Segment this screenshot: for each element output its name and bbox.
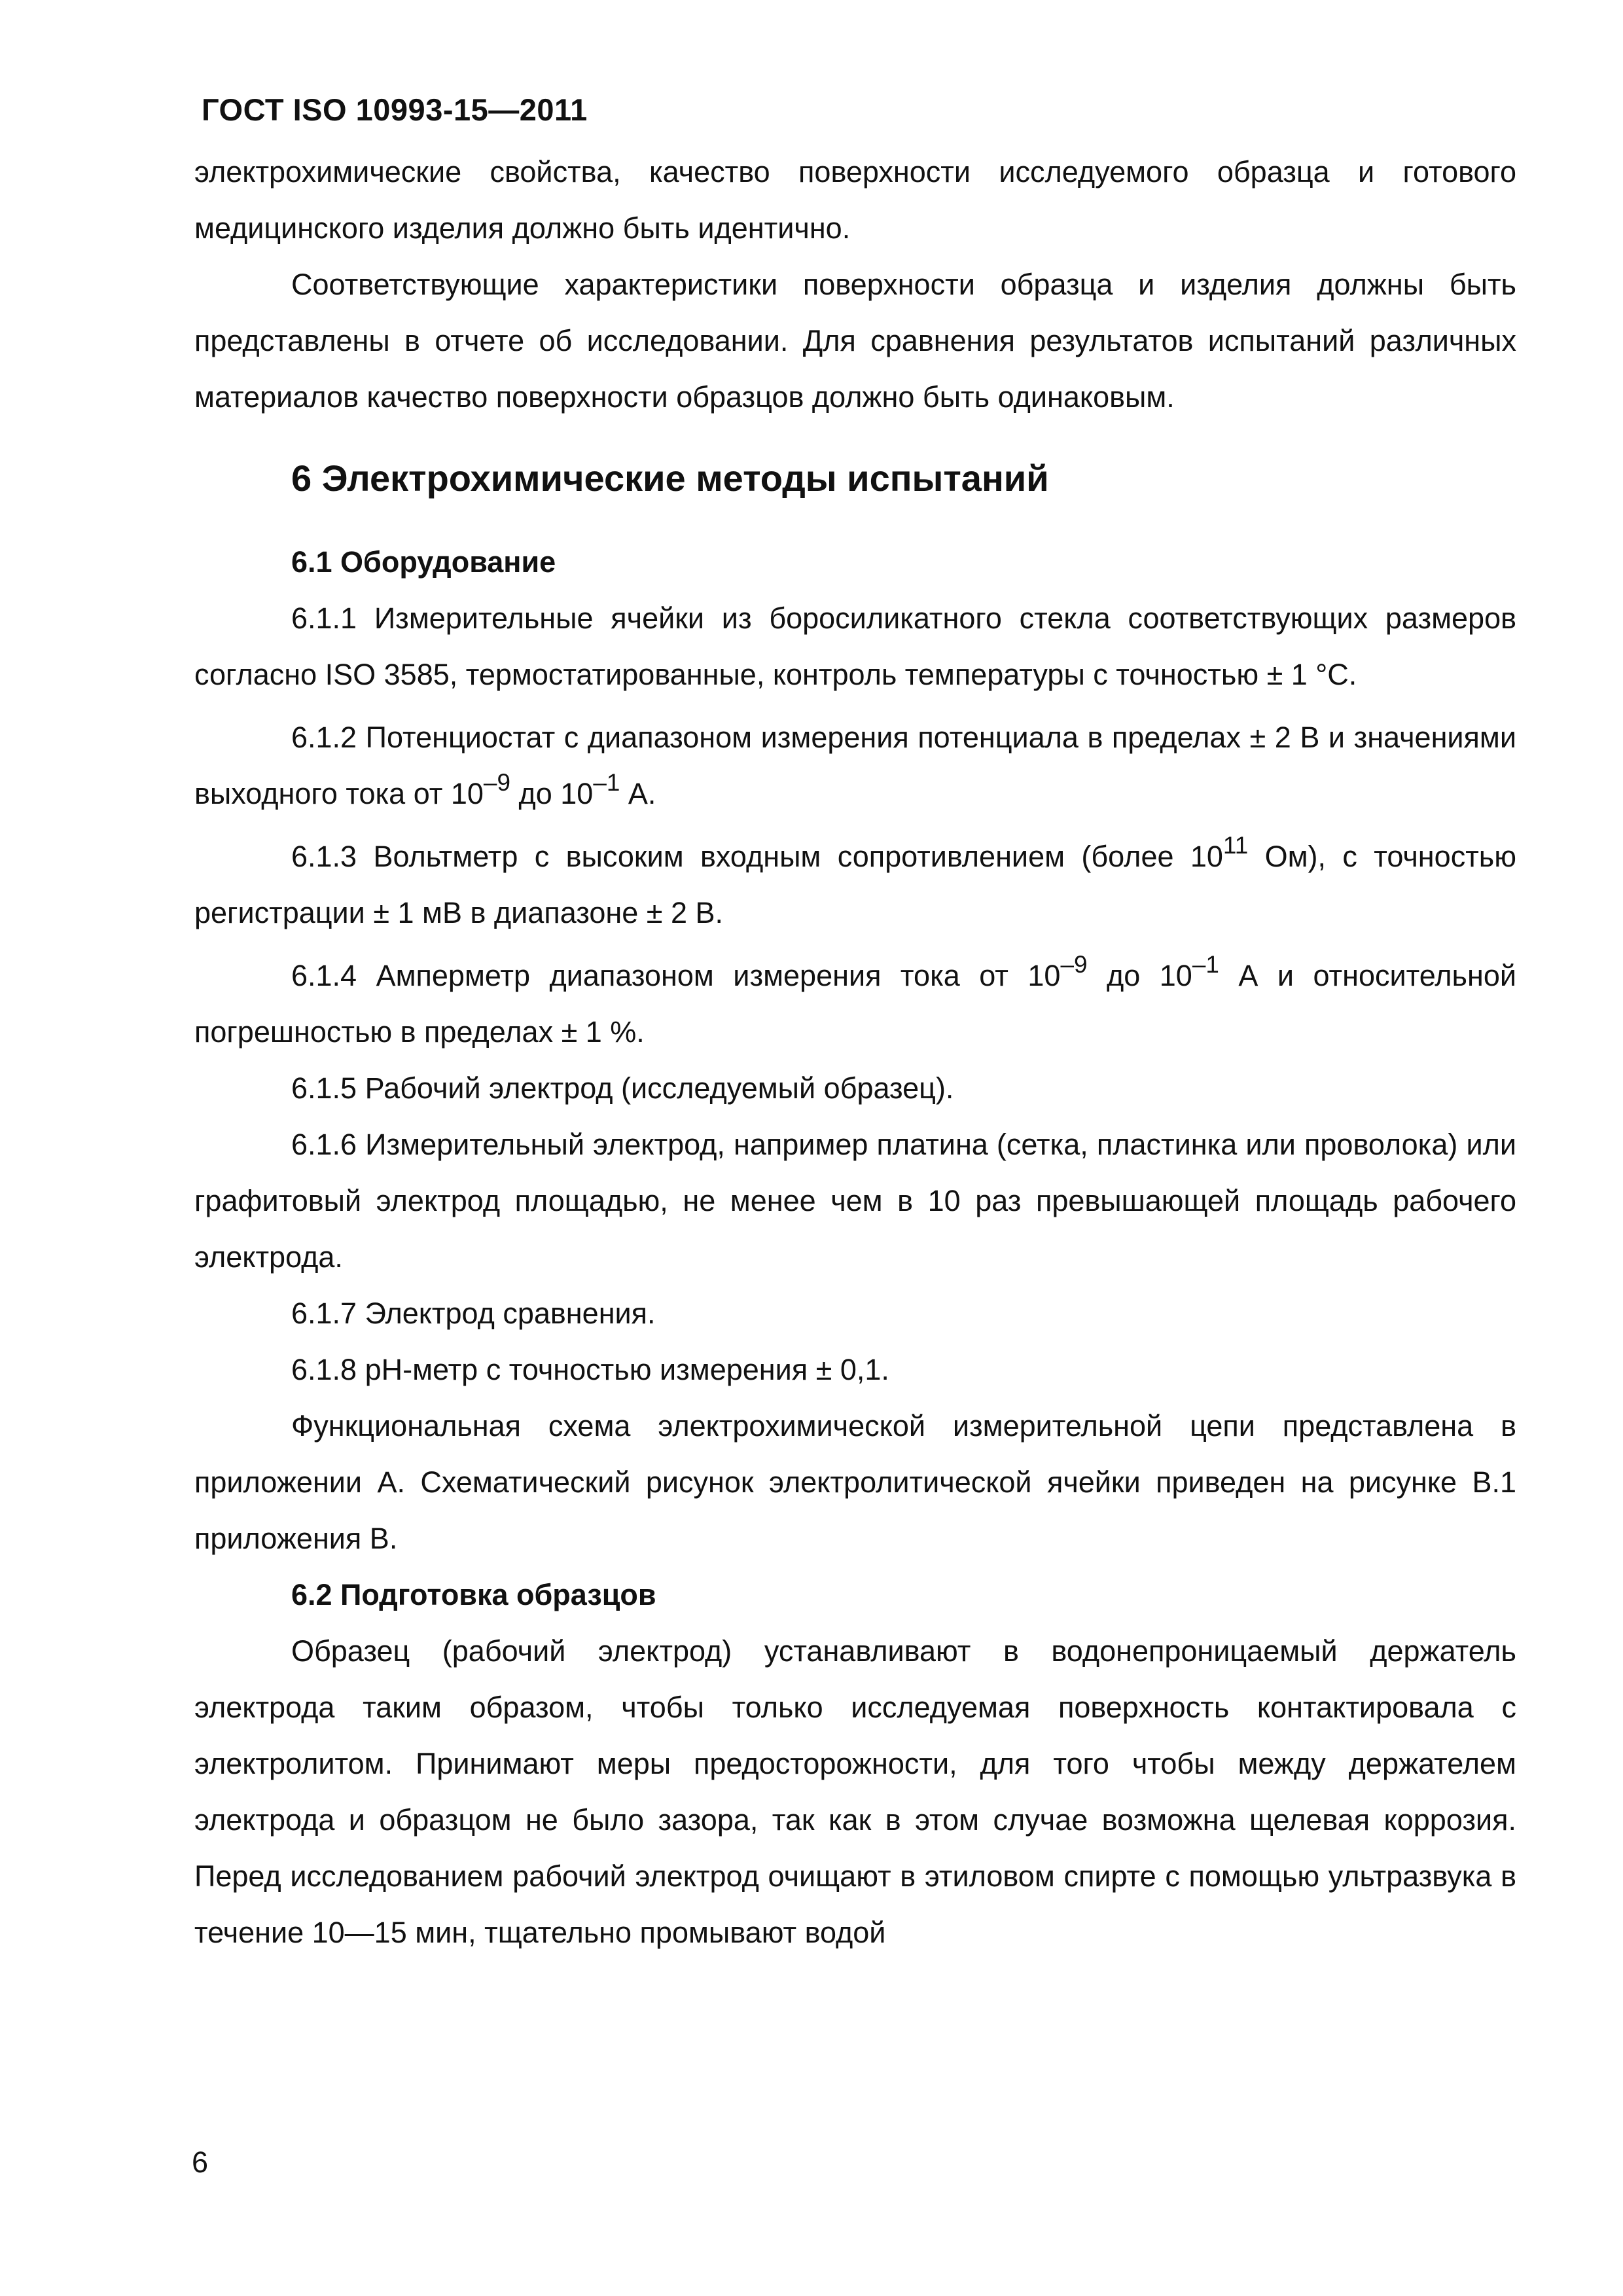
section-6-1-heading: 6.1 Оборудование — [291, 545, 556, 579]
item-6-1-4-text-c: А и относительной погрешностью в пределах ± 1 %. — [194, 959, 1516, 1049]
section-6-heading: 6 Электрохимические методы испытаний — [291, 457, 1049, 499]
item-6-1-4-exponent-a: –9 — [1060, 950, 1088, 978]
item-6-1-4-exponent-b: –1 — [1192, 950, 1219, 978]
item-6-1-3-exponent: 11 — [1222, 831, 1249, 859]
item-6-1-2 — [194, 709, 1516, 822]
page-number: 6 — [192, 2145, 209, 2179]
item-6-1-3 — [194, 829, 1516, 941]
item-6-1-1: 6.1.1 Измерительные ячейки из боросиликатного стекла соответствующих размеров согласно ISO 3585, термостатированные, контроль температуры с точностью ± 1 °С. — [194, 601, 1516, 691]
document-body — [194, 144, 1516, 1961]
document-header: ГОСТ ISO 10993-15—2011 — [202, 92, 588, 127]
item-6-1-2-text-a: 6.1.2 Потенциостат с диапазоном измерения потенциала в пределах ± 2 В и значениями выходного тока от 10 — [194, 721, 1516, 810]
item-6-1-2-text-c: А. — [620, 777, 656, 810]
item-6-1-2-exponent-b: –1 — [593, 768, 620, 796]
paragraph-sample-preparation: Образец (рабочий электрод) устанавливают в водонепроницаемый держатель электрода таким образом, чтобы только исследуемая поверхность контактировала с электролитом. Принимают меры предосторожности, для того чтобы между держателем электрода и образцом не было зазора, так как в этом случае возможна щелевая коррозия. Перед исследованием рабочий электрод очищают в этиловом спирте с помощью ультразвука в течение 10—15 мин, тщательно промывают водой — [194, 1634, 1516, 1949]
item-6-1-6: 6.1.6 Измерительный электрод, например платина (сетка, пластинка или проволока) или графитовый электрод площадью, не менее чем в 10 раз превышающей площадь рабочего электрода. — [194, 1128, 1516, 1274]
item-6-1-4-text-a: 6.1.4 Амперметр диапазоном измерения тока от 10 — [291, 959, 1061, 992]
section-6-2-heading: 6.2 Подготовка образцов — [291, 1578, 656, 1611]
paragraph-functional-scheme: Функциональная схема электрохимической измерительной цепи представлена в приложении А. Схематический рисунок электролитической ячейки приведен на рисунке В.1 приложения В. — [194, 1409, 1516, 1555]
item-6-1-3-text-b: Ом), с точностью регистрации ± 1 мВ в диапазоне ± 2 В. — [194, 840, 1516, 929]
item-6-1-2-exponent-a: –9 — [483, 768, 510, 796]
item-6-1-2-text-b: до 10 — [510, 777, 594, 810]
item-6-1-5: 6.1.5 Рабочий электрод (исследуемый образец). — [291, 1071, 954, 1105]
paragraph-surface-characteristics: Соответствующие характеристики поверхности образца и изделия должны быть представлены в отчете об исследовании. Для сравнения результатов испытаний различных материалов качество поверхности образцов должно быть одинаковым. — [194, 268, 1516, 414]
item-6-1-7: 6.1.7 Электрод сравнения. — [291, 1297, 656, 1330]
item-6-1-4 — [194, 948, 1516, 1060]
item-6-1-3-text-a: 6.1.3 Вольтметр с высоким входным сопротивлением (более 10 — [291, 840, 1223, 873]
item-6-1-4-text-b: до 10 — [1087, 959, 1192, 992]
item-6-1-8: 6.1.8 pH-метр с точностью измерения ± 0,1. — [291, 1353, 889, 1386]
paragraph-continuation: электрохимические свойства, качество поверхности исследуемого образца и готового медицинского изделия должно быть идентично. — [194, 155, 1516, 245]
